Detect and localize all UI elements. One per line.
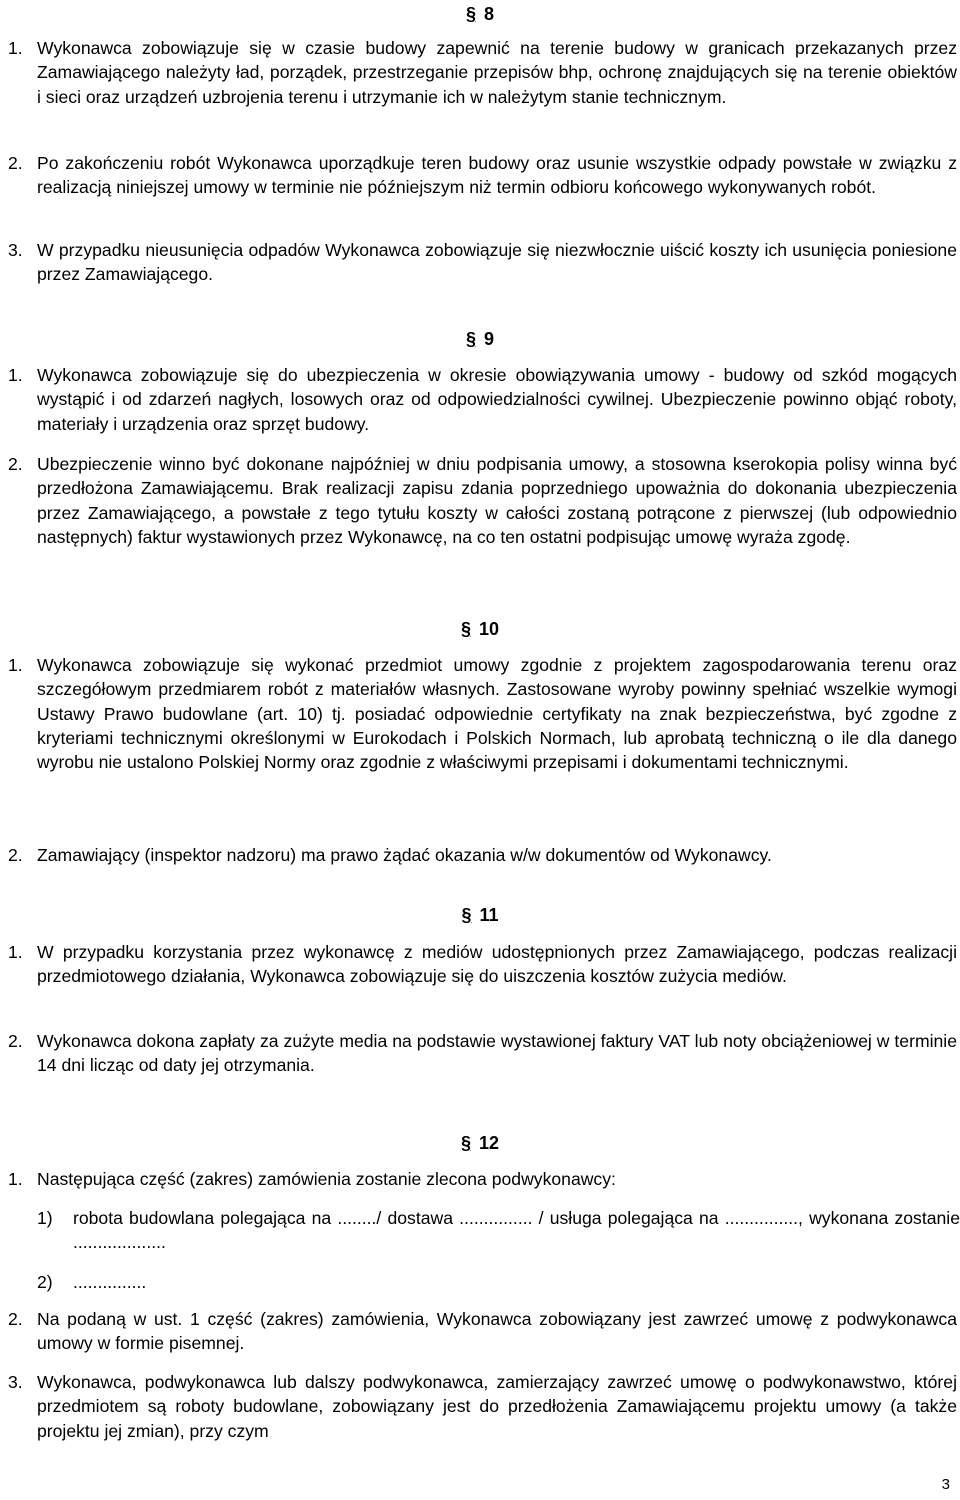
subitem-number: 1) (37, 1208, 53, 1228)
paragraph-text: Wykonawca dokona zapłaty za zużyte media na podstawie wystawionej faktury VAT lub noty obciążeniowej w terminie 14 dni licząc od daty jej otrzymania. (37, 1031, 957, 1076)
subitem-number: 2) (37, 1272, 53, 1292)
paragraph-11-2 (0, 1029, 960, 1078)
section-heading-11 (0, 903, 960, 927)
paragraph-number: 2. (8, 845, 23, 865)
paragraph-text: Wykonawca zobowiązuje się w czasie budowy zapewnić na terenie budowy w granicach przekazanych przez Zamawiającego należyty ład, porządek, przestrzeganie przepisów bhp, ochronę znajdujących się na terenie obiektów i sieci oraz urządzeń uzbrojenia terenu i utrzymanie ich w należytym stanie technicznym. (37, 38, 957, 107)
section-symbol: § (460, 1133, 471, 1153)
paragraph-number: 1. (8, 1169, 23, 1189)
section-symbol: § (465, 4, 476, 24)
paragraph-number: 2. (8, 153, 23, 173)
paragraph-number: 2. (8, 1309, 23, 1329)
subitem-12-1-2 (37, 1270, 960, 1294)
paragraph-8-2 (0, 151, 960, 200)
paragraph-text: Zamawiający (inspektor nadzoru) ma prawo żądać okazania w/w dokumentów od Wykonawcy. (37, 845, 772, 865)
paragraph-text: Wykonawca zobowiązuje się wykonać przedmiot umowy zgodnie z projektem zagospodarowania terenu oraz szczegółowym przedmiarem robót z materiałów własnych. Zastosowane wyroby powinny spełniać wszelkie wymogi Ustawy Prawo budowlane (art. 10) tj. posiadać odpowiednie certyfikaty na znak bezpieczeństwa, być zgodne z kryteriami technicznymi określonymi w Eurokodach i Polskich Normach, lub aprobatą techniczną o ile dla danego wyrobu nie ustalono Polskiej Normy oraz zgodnie z właściwymi przepisami i dokumentami technicznymi. (37, 655, 957, 773)
paragraph-number: 1. (8, 38, 23, 58)
subitem-text: ............... (73, 1272, 147, 1292)
paragraph-10-1 (0, 653, 960, 774)
section-symbol: § (460, 619, 471, 639)
paragraph-12-1 (0, 1167, 960, 1191)
section-number: 9 (484, 329, 495, 349)
section-number: 11 (479, 905, 499, 925)
section-number: 8 (484, 4, 495, 24)
section-heading-9 (0, 327, 960, 351)
section-number: 12 (478, 1133, 500, 1153)
paragraph-text: W przypadku nieusunięcia odpadów Wykonawca zobowiązuje się niezwłocznie uiścić koszty ich usunięcia poniesione przez Zamawiającego. (37, 240, 957, 285)
paragraph-number: 1. (8, 942, 23, 962)
paragraph-text: Wykonawca zobowiązuje się do ubezpieczenia w okresie obowiązywania umowy - budowy od szkód mogących wystąpić i od zdarzeń nagłych, losowych oraz od odpowiedzialności cywilnej. Ubezpieczenie powinno objąć roboty, materiały i urządzenia oraz sprzęt budowy. (37, 365, 957, 434)
paragraph-9-2 (0, 452, 960, 549)
paragraph-12-2 (0, 1307, 960, 1356)
section-heading-12 (0, 1131, 960, 1155)
paragraph-text: Ubezpieczenie winno być dokonane najpóźniej w dniu podpisania umowy, a stosowna kserokopia polisy winna być przedłożona Zamawiającemu. Brak realizacji zapisu zdania poprzedniego upoważnia do dokonania ubezpieczenia przez Zamawiającego, a powstałe z tego tytułu koszty w całości zostaną potrącone z pierwszej (lub odpowiednio następnych) faktur wystawionych przez Wykonawcę, na co ten ostatni podpisując umowę wyraża zgodę. (37, 454, 957, 547)
paragraph-number: 1. (8, 655, 23, 675)
paragraph-8-3 (0, 238, 960, 287)
paragraph-number: 3. (8, 240, 23, 260)
paragraph-number: 3. (8, 1372, 23, 1392)
section-number: 10 (478, 619, 500, 639)
page-number: 3 (941, 1476, 950, 1493)
paragraph-9-1 (0, 363, 960, 436)
section-symbol: § (461, 905, 472, 925)
paragraph-11-1 (0, 940, 960, 989)
paragraph-text: Wykonawca, podwykonawca lub dalszy podwykonawca, zamierzający zawrzeć umowę o podwykonawstwo, której przedmiotem są roboty budowlane, zobowiązany jest do przedłożenia Zamawiającemu projektu umowy (a także projektu jej zmian), przy czym (37, 1372, 957, 1441)
paragraph-12-3 (0, 1370, 960, 1443)
subitem-text: robota budowlana polegająca na ......../ dostawa ............... / usługa polegająca na ..............., wykonana zostanie ................... (73, 1208, 960, 1253)
section-symbol: § (465, 329, 476, 349)
subitem-12-1-1 (37, 1206, 960, 1255)
paragraph-number: 1. (8, 365, 23, 385)
paragraph-number: 2. (8, 1031, 23, 1051)
paragraph-text: W przypadku korzystania przez wykonawcę z mediów udostępnionych przez Zamawiającego, podczas realizacji przedmiotowego działania, Wykonawca zobowiązuje się do uiszczenia kosztów zużycia mediów. (37, 942, 957, 987)
paragraph-8-1 (0, 36, 960, 109)
paragraph-text: Po zakończeniu robót Wykonawca uporządkuje teren budowy oraz usunie wszystkie odpady powstałe w związku z realizacją niniejszej umowy w terminie nie późniejszym niż termin odbioru końcowego wykonywanych robót. (37, 153, 957, 198)
paragraph-number: 2. (8, 454, 23, 474)
paragraph-10-2 (0, 843, 960, 867)
section-heading-8 (0, 2, 960, 26)
paragraph-text: Następująca część (zakres) zamówienia zostanie zlecona podwykonawcy: (37, 1169, 616, 1189)
paragraph-text: Na podaną w ust. 1 część (zakres) zamówienia, Wykonawca zobowiązany jest zawrzeć umowę z podwykonawca umowy w formie pisemnej. (37, 1309, 957, 1354)
section-heading-10 (0, 617, 960, 641)
